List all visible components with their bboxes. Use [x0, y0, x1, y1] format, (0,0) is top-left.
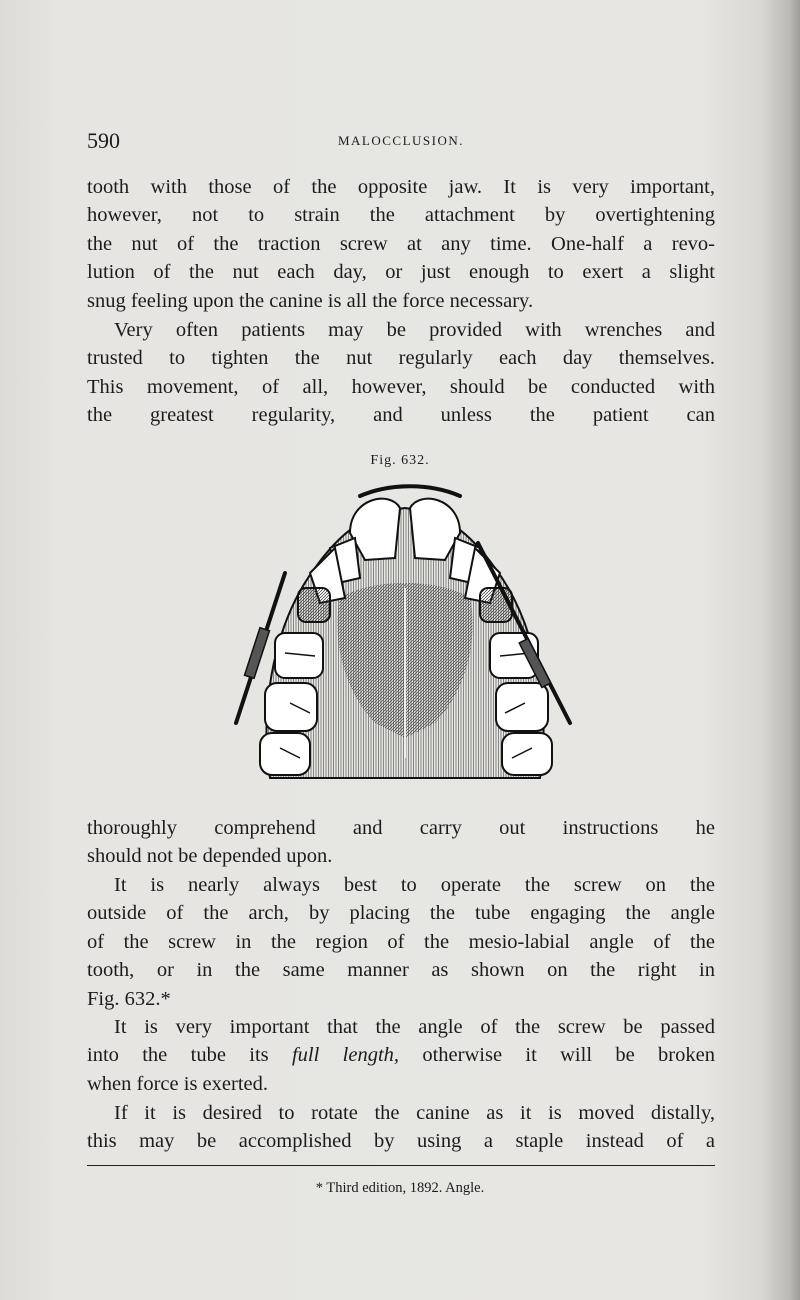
paragraph-1 — [87, 173, 715, 315]
emphasized-text: full length, — [291, 1044, 400, 1067]
text-line: snug feeling upon the canine is all the force necessary. — [87, 289, 534, 312]
text-line: tooth, or in the same manner as shown on the right in — [87, 959, 715, 982]
text-line: when force is exerted. — [87, 1072, 268, 1095]
text-fragment: otherwise it will be broken — [399, 1044, 715, 1067]
text-line: the greatest regularity, and unless the patient can — [87, 404, 715, 427]
text-line: trusted to tighten the nut regularly each day themselves. — [87, 347, 715, 370]
text-line: thoroughly comprehend and carry out instructions he — [87, 817, 715, 839]
footnote: * Third edition, 1892. Angle. — [315, 1180, 485, 1196]
upper-jaw-illustration — [230, 478, 580, 790]
page-number: 590 — [87, 128, 120, 153]
text-line: the nut of the traction screw at any time. One-half a revo- — [87, 232, 715, 255]
text-line: Very often patients may be provided with wrenches and — [114, 319, 715, 341]
page-header — [87, 128, 715, 158]
text-line: lution of the nut each day, or just enough to exert a slight — [87, 261, 715, 284]
text-fragment: into the tube its — [87, 1044, 292, 1067]
paragraph-3 — [87, 871, 715, 1013]
text-line: This movement, of all, however, should be conducted with — [87, 375, 715, 398]
text-line: of the screw in the region of the mesio-labial angle of the — [87, 930, 715, 953]
paragraph-2-continued — [87, 814, 715, 871]
figure-caption: Fig. 632. — [370, 453, 430, 468]
running-head: MALOCCLUSION. — [337, 133, 465, 148]
text-line: however, not to strain the attachment by overtightening — [87, 204, 715, 227]
text-line: It is nearly always best to operate the screw on the — [114, 874, 715, 896]
text-line: should not be depended upon. — [87, 845, 333, 868]
paragraph-2 — [87, 316, 715, 430]
paragraph-5 — [87, 1099, 715, 1156]
text-line: Fig. 632.* — [87, 987, 171, 1010]
text-line: It is very important that the angle of the screw be passed — [114, 1016, 715, 1038]
text-line: outside of the arch, by placing the tube engaging the angle — [87, 902, 715, 925]
text-line: tooth with those of the opposite jaw. It is very important, — [87, 176, 715, 198]
paragraph-4 — [87, 1013, 715, 1098]
text-line: this may be accomplished by using a staple instead of a — [87, 1130, 715, 1153]
text-line: If it is desired to rotate the canine as it is moved distally, — [114, 1102, 715, 1124]
text-line — [87, 1041, 715, 1069]
footnote-rule — [87, 1165, 715, 1166]
